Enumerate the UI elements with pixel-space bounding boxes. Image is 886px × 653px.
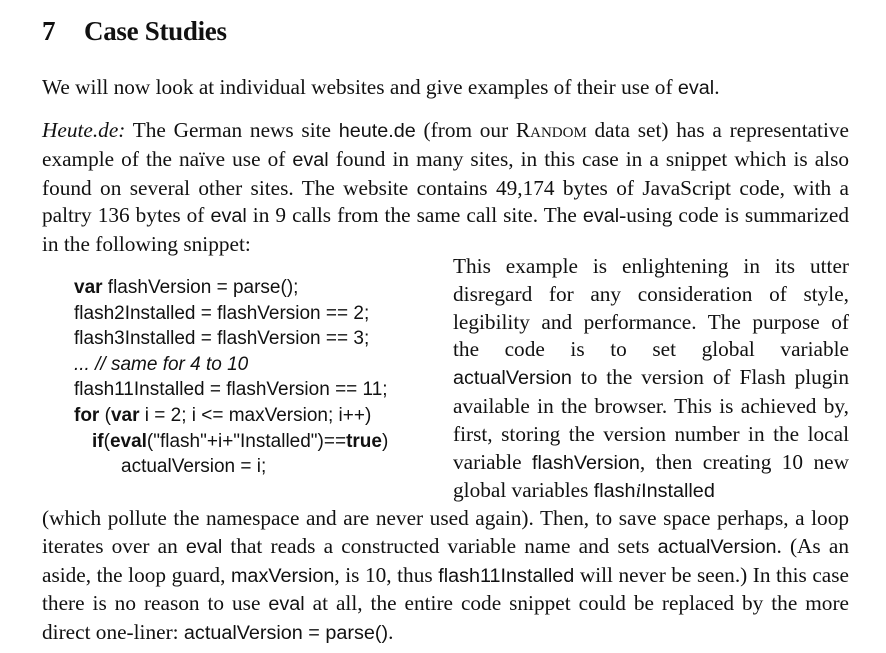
eval-keyword: eval [210, 205, 247, 228]
variable-name [594, 480, 715, 502]
section-title: Case Studies [84, 16, 227, 46]
explain-text: (which pollute the namespace and are never used again). Then, to save space perhaps, a loop iterates over an [42, 506, 849, 558]
explain-text: that reads a constructed variable name and sets [222, 533, 658, 558]
code-text: ) [381, 430, 389, 452]
explanation-side [453, 253, 849, 506]
code-line [74, 429, 388, 455]
code-keyword: var [110, 404, 140, 426]
code-line: flash3Installed = flashVersion == 3; [74, 328, 370, 350]
code-line [74, 275, 388, 301]
heute-paragraph [42, 117, 849, 259]
code-keyword: for [74, 404, 100, 426]
variable-index: i [635, 480, 642, 503]
dataset-name: Random [515, 118, 587, 142]
section-heading [42, 16, 227, 47]
heute-text: The German news site [125, 118, 339, 142]
variable-name: actualVersion [453, 367, 572, 390]
eval-keyword: eval [677, 77, 715, 99]
explain-text: to the version of Flash plugin available in the browser. This is achieved by, first, storing the version number in the local variable [453, 365, 849, 474]
code-keyword: var [74, 277, 103, 298]
variable-name: flashVersion [532, 451, 640, 474]
code-text: i = 2; i <= maxVersion; i++) [139, 404, 372, 426]
variable-part: Installed [641, 480, 715, 503]
code-snippet [74, 275, 388, 480]
heute-text: data set) has a representative example of the naïve use of [42, 118, 849, 171]
variable-name: flash11Installed [438, 564, 575, 587]
code-text: ( [99, 404, 111, 426]
explain-text: , is 10, thus [334, 562, 439, 587]
heute-text: in 9 calls from the same call site. The [246, 203, 583, 228]
code-line [74, 403, 388, 429]
eval-keyword: eval [292, 148, 329, 171]
intro-end: . [714, 75, 720, 99]
explain-text: , then creating 10 new global variables [453, 449, 849, 503]
eval-keyword: eval [185, 535, 223, 558]
heute-text: -using code is summarized in the following snippet: [42, 203, 849, 257]
code-keyword: eval [109, 430, 147, 452]
explain-text: at all, the entire code snippet could be replaced by the more direct one-liner: [42, 591, 849, 645]
heute-text: found in many sites, in this case in a snippet which is also found on several other sites. The website contains 49,174 bytes of JavaScript code, with a paltry 136 bytes of [42, 146, 850, 228]
explain-text: . [388, 620, 394, 645]
explain-text: . (As an aside, the loop guard, [42, 533, 849, 587]
code-text: ("flash"+i+"Installed")== [146, 430, 347, 452]
variable-name: maxVersion [230, 564, 335, 587]
heute-text: (from our [415, 118, 516, 142]
site-name: heute.de [338, 120, 416, 142]
code-comment: ... // same for 4 to 10 [74, 353, 249, 375]
code-line [74, 352, 388, 378]
section-number: 7 [42, 16, 56, 46]
code-line: actualVersion = i; [121, 456, 267, 478]
explain-text: will never be seen.) In this case there is no reason to use [42, 562, 850, 616]
intro-text: We will now look at individual websites and give examples of their use of [42, 75, 678, 99]
intro-paragraph [42, 74, 849, 103]
code-line: flash11Installed = flashVersion == 11; [74, 379, 388, 401]
variable-part: flash [593, 480, 636, 503]
code-text: ( [103, 430, 110, 452]
code-keyword: if [92, 430, 104, 452]
code-text: flashVersion = parse(); [102, 277, 299, 298]
code-keyword: true [346, 430, 382, 452]
code-line: flash2Installed = flashVersion == 2; [74, 302, 370, 324]
heute-label: Heute.de: [42, 118, 126, 142]
explanation-paragraph [42, 505, 849, 648]
eval-keyword: eval [268, 593, 305, 616]
variable-name: actualVersion [657, 535, 777, 558]
explain-text: This example is enlightening in its utter disregard for any consideration of style, legibility and performance. The purpose of the code is to set global variable [453, 254, 849, 362]
code-oneliner: actualVersion = parse() [183, 622, 389, 645]
eval-keyword: eval [582, 205, 620, 228]
